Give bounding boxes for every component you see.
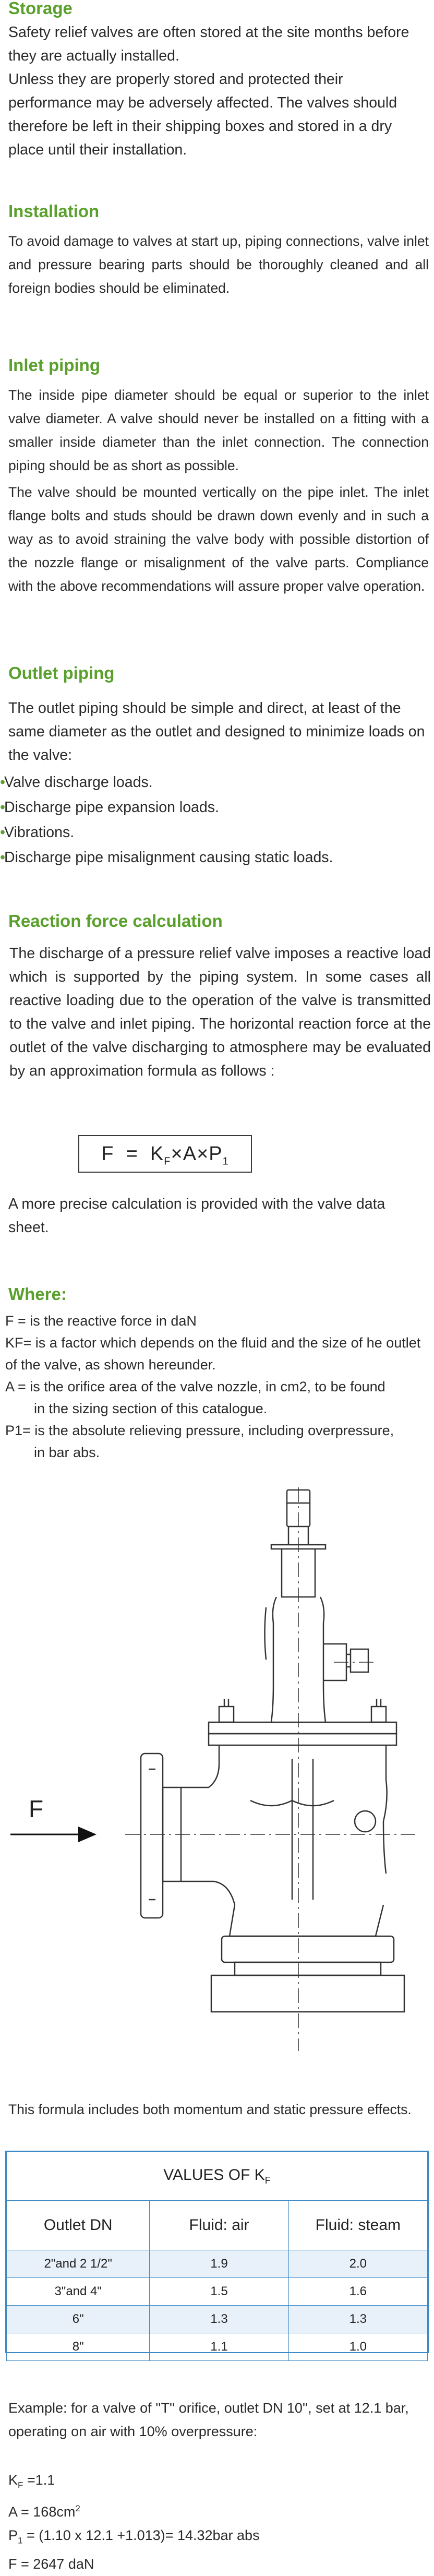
reaction-force-paragraph: The discharge of a pressure relief valve imposes a reactive load which is supported by the piping system. In some cases all reactive loading due to the operation of the valve is transmitted to the valve and inlet piping. The horizontal reaction force at the outlet of the valve discharging to atmosphere may be evaluated by an approximation formula as follows :: [9, 945, 431, 1079]
list-item: • Vibrations.: [0, 824, 75, 841]
example-pressure: $P_1 = (1.10$ x 12.1 +1.013)= 14.32bar abs: [8, 2527, 260, 2546]
storage-section: [0, 0, 434, 19]
formula-note: This formula includes both momentum and static pressure effects.: [8, 2102, 412, 2117]
column-header-fluid-steam: Fluid: steam: [288, 2201, 427, 2250]
storage-heading: Storage: [8, 0, 73, 18]
table-row: 2"and 2 1/2" 1.9 2.0: [7, 2250, 428, 2278]
list-item: • Discharge pipe expansion loads.: [0, 799, 219, 816]
definition-a: A = is the orifice area of the valve nozzle, in cm2, to be found: [5, 1379, 385, 1394]
reaction-force-formula: $F = K_F\times A\times P_1$: [78, 1135, 252, 1173]
definition-f: F = is the reactive force in daN: [5, 1313, 197, 1329]
where-heading: Where:: [8, 1284, 67, 1304]
definition-a-cont: in the sizing section of this catalogue.: [34, 1401, 268, 1416]
outlet-piping-section: [0, 663, 434, 684]
example-area: $A = 168cm^2$: [8, 2503, 80, 2520]
example-force: F = 2647 daN: [8, 2556, 94, 2572]
reaction-force-heading: Reaction force calculation: [8, 911, 223, 931]
formula-note-block: [0, 2098, 434, 2121]
where-section: [0, 1284, 434, 1305]
example-block: [0, 2396, 434, 2443]
where-definitions: [5, 1310, 431, 1463]
table-title: VALUES OF $K_F$: [7, 2152, 428, 2201]
outlet-piping-heading: Outlet piping: [8, 663, 115, 683]
definition-p1-cont: in bar abs.: [34, 1445, 100, 1460]
outlet-piping-list: [0, 770, 434, 870]
outlet-piping-paragraph: The outlet piping should be simple and direct, at least of the same diameter as the outlet and designed to minimize loads on the valve:: [8, 700, 425, 764]
definition-kf: KF= is a factor which depends on the fluid and the size of he outlet of the valve, as shown hereunder.: [5, 1335, 421, 1373]
storage-body: [0, 21, 434, 162]
inlet-piping-paragraph-1: The inside pipe diameter should be equal or superior to the inlet valve diameter. A valve should never be installed on a fitting with a smaller inside diameter than the inlet connection. The connection piping should be as short as possible.: [8, 387, 429, 473]
example-intro: Example: for a valve of ''T'' orifice, outlet DN 10'', set at 12.1 bar, operating on air with 10% overpressure:: [8, 2400, 409, 2439]
table-row: 6" 1.3 1.3: [7, 2306, 428, 2333]
definition-p1: P1= is the absolute relieving pressure, including overpressure,: [5, 1423, 394, 1438]
table-row: 8" 1.1 1.0: [7, 2333, 428, 2361]
installation-section: [0, 201, 434, 222]
table-row: 3"and 4" 1.5 1.6: [7, 2278, 428, 2306]
column-header-outlet-dn: Outlet DN: [7, 2201, 150, 2250]
outlet-piping-body: [0, 697, 434, 767]
precise-calculation-note: A more precise calculation is provided with the valve data sheet.: [8, 1196, 385, 1236]
installation-body: [0, 230, 434, 300]
reaction-force-body: [0, 942, 434, 1083]
reaction-force-note: [0, 1192, 434, 1239]
example-values: [0, 2468, 434, 2576]
column-header-fluid-air: Fluid: air: [150, 2201, 288, 2250]
inlet-piping-heading: Inlet piping: [8, 355, 100, 375]
reaction-force-section: [0, 911, 434, 932]
inlet-piping-body: [0, 384, 434, 598]
inlet-piping-section: [0, 355, 434, 376]
example-kf: $K_F =1.1$: [8, 2472, 55, 2490]
storage-paragraph-2: Unless they are properly stored and protected their performance may be adversely affected. The valves should therefore be left in their shipping boxes and stored in a dry place until their installation.: [8, 71, 397, 158]
safety-valve-diagram: [0, 1487, 434, 2088]
storage-paragraph-1: Safety relief valves are often stored at the site months before they are actually installed.: [8, 24, 409, 64]
force-label: F: [29, 1795, 44, 1822]
inlet-piping-paragraph-2: The valve should be mounted vertically on the pipe inlet. The inlet flange bolts and studs should be drawn down evenly and in such a way as to avoid straining the valve body with possible distortion of the nozzle flange or misalignment of the valve parts. Compliance with the above recommendations will assure proper valve operation.: [8, 484, 429, 594]
installation-heading: Installation: [8, 201, 100, 221]
installation-paragraph: To avoid damage to valves at start up, piping connections, valve inlet and pressure bearing parts should be thoroughly cleaned and all foreign bodies should be eliminated.: [8, 233, 429, 296]
list-item: • Valve discharge loads.: [0, 774, 153, 791]
kf-values-table: [5, 2151, 429, 2353]
list-item: • Discharge pipe misalignment causing static loads.: [0, 849, 333, 866]
